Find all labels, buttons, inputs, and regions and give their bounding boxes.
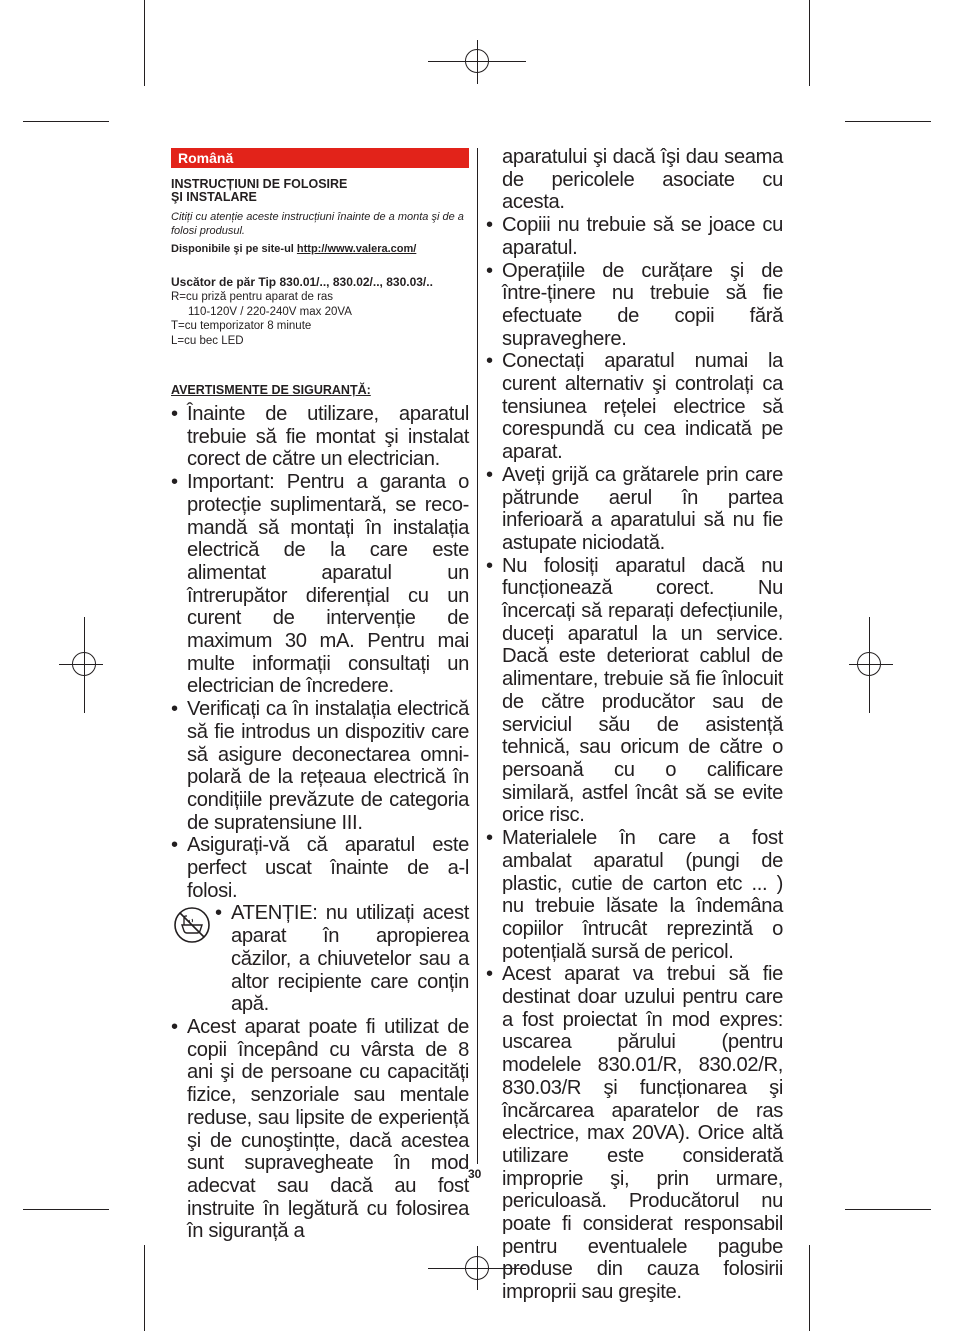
crop-mark-tr-h: [845, 121, 931, 122]
list-item: • Aveți grijă ca grătarele prin care pătrunde aerul în partea inferioară a aparatului să nu fie astupate niciodată.: [486, 464, 783, 555]
list-item: • Înainte de utilizare, aparatul trebuie să fie montat şi instalat corect de către un electrician.: [171, 403, 469, 471]
crop-mark-tr-v: [809, 0, 810, 86]
crop-mark-bl-v: [144, 1245, 145, 1331]
spec-line: R=cu priză pentru aparat de ras: [171, 291, 334, 303]
heading-line-1: INSTRUCȚIUNI DE FOLOSIRE: [171, 177, 348, 191]
warnings-list: [171, 403, 469, 902]
list-item: • Acest aparat poate fi utilizat de copii începând cu vârsta de 8 ani şi de persoane cu capacități fizice, senzoriale sau mentale reduse, sau lipsite de experiență şi de cunoştințte, dacă acestea sunt supravegheate în mod adecvat sau dacă au fost instruite în legătură cu folosirea în siguranță a: [171, 1016, 469, 1243]
crop-mark-br-h: [845, 1209, 931, 1210]
spec-line: 110-120V / 220-240V max 20VA: [188, 305, 352, 318]
crop-mark-br-v: [809, 1245, 810, 1331]
intro-text: Citiți cu atenție aceste instrucțiuni înainte de a monta şi de a folosi produsul.: [171, 211, 464, 237]
spec-line: L=cu bec LED: [171, 334, 244, 347]
website-link[interactable]: http://www.valera.com/: [296, 243, 417, 255]
attention-list: [215, 902, 469, 1016]
model-line: Uscător de păr Tip 830.01/.., 830.02/.., 830.03/..: [171, 275, 433, 289]
list-item: • Materialele în care a fost ambalat aparatul (pungi de plastic, cutie de carton etc ... ) nu trebuie lăsate la îndemâna copiilor întrucât reprezintă o potențială sursă de pericol.: [486, 827, 783, 963]
crop-mark-tl-h: [23, 121, 109, 122]
list-item: • Conectați aparatul numai la curent alternativ şi controlați ca tensiunea rețelei electrice să corespundă cu cea indicată pe aparat.: [486, 350, 783, 464]
availability-line: [171, 243, 469, 255]
availability-label: Disponibile şi pe site-ul: [171, 243, 294, 255]
left-column: [171, 148, 469, 1243]
page-number: 30: [468, 1167, 482, 1181]
crop-mark-tl-v: [144, 0, 145, 86]
list-item: • Asigurați-vă că aparatul este perfect uscat înainte de a-l folosi.: [171, 834, 469, 902]
instructions-heading: [171, 178, 469, 204]
heading-line-2: ŞI INSTALARE: [171, 190, 257, 204]
continuation-text: [486, 146, 783, 214]
language-bar: Română: [171, 148, 469, 168]
warnings-list-continued: [171, 1016, 469, 1243]
list-item: • Verificați ca în instalația electrică să fie introdus un dispozitiv care să asigure deconectarea omni-polară de la rețeaua electrică în condițiile prevăzute de categoria de supratensiune III.: [171, 698, 469, 834]
list-item: • Important: Pentru a garanta o protecție suplimentară, se reco-mandă să montați în instalația electrică de la care este alimentat aparatul un întrerupător diferențial cu un curent de intervenție de maximum 30 mA. Pentru mai multe informații consultați un electrician de încredere.: [171, 471, 469, 698]
column-divider: [477, 148, 478, 1164]
warnings-list-right: [486, 146, 783, 1304]
safety-warnings-title: AVERTISMENTE DE SIGURANȚĂ:: [171, 383, 371, 397]
continuation-span: aparatului şi dacă îşi dau seama de pericolele asociate cu acesta.: [502, 146, 783, 214]
list-item: • Acest aparat va trebui să fie destinat doar uzului pentru care a fost proiectat în mod expres: uscarea părului (pentru modelele 830.01/R, 830.02/R, 830.03/R şi funcționarea şi încărcarea aparatelor de ras electrice, max 20VA). Orice altă utilizare este considerată improprie şi, prin urmare, periculoasă. Producătorul nu poate fi considerat responsabil pentru eventualele pagube produse din cauza folosirii improprii sau greşite.: [486, 963, 783, 1304]
right-column: [486, 146, 783, 1304]
attention-item: • ATENȚIE: nu utilizați acest aparat în apropierea căzilor, a chiuvetelor sau a altor recipiente care conțin apă.: [215, 902, 469, 1016]
list-item: • Copiii nu trebuie să se joace cu aparatul.: [486, 214, 783, 259]
crop-mark-bl-h: [23, 1209, 109, 1210]
spec-line: T=cu temporizator 8 minute: [171, 320, 312, 332]
list-item: • Nu folosiți aparatul dacă nu funcționează corect. Nu încercați să reparați defecțiunile, duceți aparatul la un service. Dacă este deteriorat cablul de alimentare, trebuie să fie înlocuit de către producător sau de serviciul său de asistență tehnică, sau oricum de către o persoană cu o calificare similară, astfel încât să se evite orice risc.: [486, 555, 783, 827]
attention-block: [171, 902, 469, 1016]
no-bathtub-icon: [173, 906, 211, 944]
list-item: • Operațiile de curățare şi de între-ținere nu trebuie să fie efectuate de copii fără supraveghere.: [486, 260, 783, 351]
